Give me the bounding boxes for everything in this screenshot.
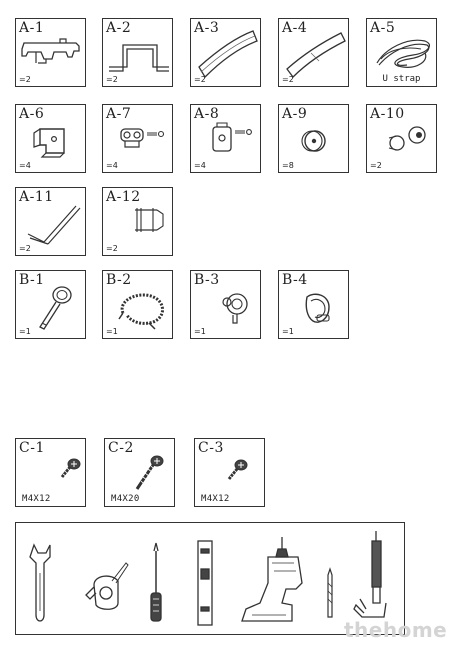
watermark: thehome <box>344 618 448 642</box>
part-a9 <box>278 104 349 173</box>
part-a4 <box>278 18 349 87</box>
drill-bit-icon <box>328 569 332 617</box>
part-code: A-10 <box>370 106 405 122</box>
part-label: U strap <box>382 74 421 84</box>
part-code: A-6 <box>19 106 45 122</box>
part-a1 <box>15 18 86 87</box>
screw-size: M4X12 <box>22 494 51 504</box>
part-code: A-11 <box>19 189 54 205</box>
part-quantity: =4 <box>106 161 118 170</box>
part-c1 <box>15 438 86 507</box>
part-code: A-5 <box>370 20 396 36</box>
part-a6 <box>15 104 86 173</box>
part-code: C-2 <box>108 440 134 456</box>
part-code: C-3 <box>198 440 224 456</box>
tape-measure-icon <box>86 563 128 609</box>
part-a7 <box>102 104 173 173</box>
part-code: B-2 <box>106 272 132 288</box>
screw-size: M4X12 <box>201 494 230 504</box>
part-quantity: =2 <box>282 75 294 84</box>
part-code: A-12 <box>106 189 141 205</box>
part-code: A-8 <box>194 106 220 122</box>
drill-icon <box>242 537 302 621</box>
part-quantity: =2 <box>106 244 118 253</box>
part-quantity: =2 <box>19 244 31 253</box>
part-code: A-4 <box>282 20 308 36</box>
wrench-icon <box>30 545 50 621</box>
part-code: A-9 <box>282 106 308 122</box>
spirit-level-icon <box>198 541 212 625</box>
part-a5 <box>366 18 437 87</box>
part-code: B-3 <box>194 272 220 288</box>
part-quantity: =1 <box>106 327 118 336</box>
part-a3 <box>190 18 261 87</box>
part-quantity: =2 <box>194 75 206 84</box>
part-a8 <box>190 104 261 173</box>
part-a11 <box>15 187 86 256</box>
screw-size: M4X20 <box>111 494 140 504</box>
screwdriver-icon <box>151 543 161 621</box>
part-a2 <box>102 18 173 87</box>
part-code: A-7 <box>106 106 132 122</box>
part-c2 <box>104 438 175 507</box>
part-code: B-1 <box>19 272 45 288</box>
part-quantity: =8 <box>282 161 294 170</box>
part-code: C-1 <box>19 440 45 456</box>
part-b3 <box>190 270 261 339</box>
part-code: B-4 <box>282 272 308 288</box>
part-quantity: =2 <box>370 161 382 170</box>
part-quantity: =4 <box>194 161 206 170</box>
part-quantity: =1 <box>282 327 294 336</box>
part-b1 <box>15 270 86 339</box>
part-quantity: =2 <box>106 75 118 84</box>
part-quantity: =2 <box>19 75 31 84</box>
part-code: A-1 <box>19 20 45 36</box>
part-b2 <box>102 270 173 339</box>
part-c3 <box>194 438 265 507</box>
part-code: A-3 <box>194 20 220 36</box>
part-quantity: =1 <box>19 327 31 336</box>
part-a12 <box>102 187 173 256</box>
part-b4 <box>278 270 349 339</box>
part-quantity: =1 <box>194 327 206 336</box>
caulking-gun-icon <box>354 531 386 617</box>
part-code: A-2 <box>106 20 132 36</box>
part-quantity: =4 <box>19 161 31 170</box>
part-a10 <box>366 104 437 173</box>
